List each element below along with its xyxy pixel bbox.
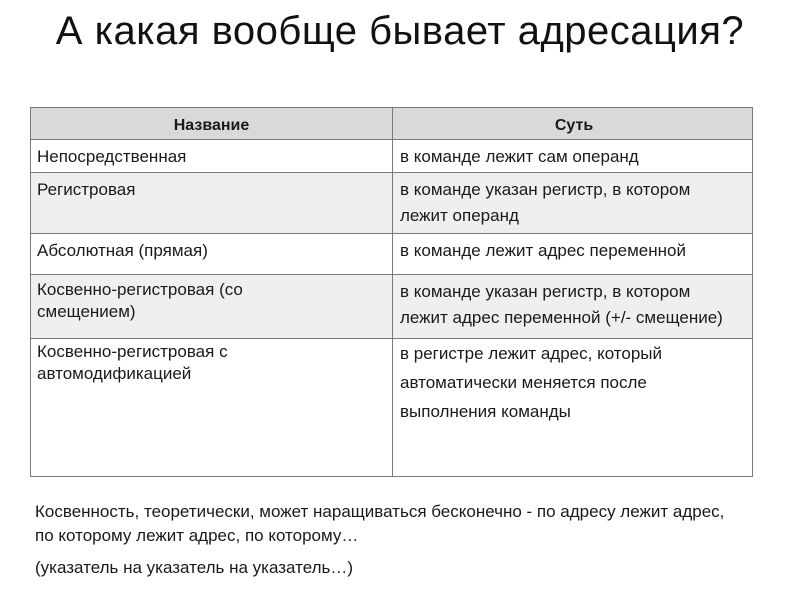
row-name: Абсолютная (прямая)	[37, 241, 208, 260]
row-essence: в команде лежит сам операнд	[400, 147, 639, 166]
row-name: Непосредственная	[37, 147, 187, 166]
row-name: Косвенно-регистровая (со смещением)	[37, 280, 243, 321]
row-essence: в регистре лежит адрес, который автоматически меняется после выполнения команды	[400, 344, 662, 421]
row-essence: в команде указан регистр, в котором лежит адрес переменной (+/- смещение)	[400, 282, 723, 327]
footer-notes	[35, 500, 735, 580]
footer-paragraph-pointer: (указатель на указатель на указатель…)	[35, 558, 354, 577]
row-essence: в команде лежит адрес переменной	[400, 241, 686, 260]
row-name: Косвенно-регистровая с автомодификацией	[37, 342, 228, 383]
footer-paragraph: Косвенность, теоретически, может наращиваться бесконечно - по адресу лежит адрес, по которому лежит адрес, по которому…	[35, 502, 725, 545]
header-name: Название	[173, 117, 250, 134]
row-name: Регистровая	[37, 180, 136, 199]
slide-title: А какая вообще бывает адресация?	[55, 9, 745, 53]
addressing-table	[30, 107, 753, 477]
row-essence: в команде указан регистр, в котором лежит операнд	[400, 180, 691, 225]
header-essence: Суть	[554, 117, 594, 134]
